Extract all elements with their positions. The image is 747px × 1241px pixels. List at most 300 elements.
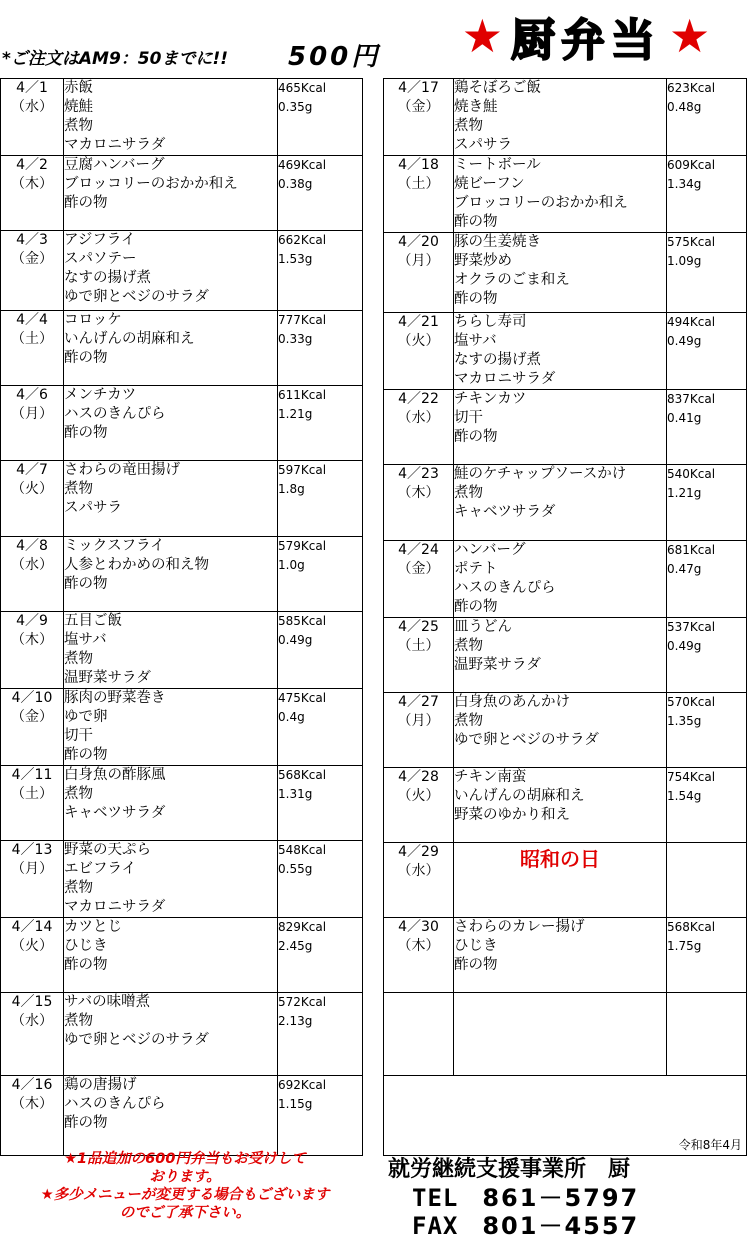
- date-cell: [1, 612, 64, 689]
- menu-item: 酢の物: [454, 429, 498, 445]
- menu-items-cell: [64, 461, 278, 537]
- menu-item: 豆腐ハンバーグ: [64, 157, 165, 173]
- menu-row: [1, 79, 363, 156]
- menu-item: 白身魚のあんかけ: [454, 694, 570, 710]
- menu-row: [384, 465, 747, 541]
- tel-number: 861－5797: [482, 1184, 640, 1212]
- menu-items-cell: [454, 768, 667, 843]
- weekday-text: （月）: [11, 861, 53, 877]
- menu-item: ハンバーグ: [454, 542, 526, 558]
- nutrition-cell: [667, 843, 747, 918]
- date-text: 4／18: [398, 157, 439, 173]
- salt-amount: 1.09g: [667, 254, 702, 268]
- blank-row: [384, 993, 747, 1076]
- menu-item: アジフライ: [64, 232, 136, 248]
- salt-amount: 0.49g: [667, 639, 702, 653]
- menu-row: [384, 693, 747, 768]
- menu-item: 煮物: [64, 481, 93, 497]
- salt-amount: 1.54g: [667, 789, 702, 803]
- menu-items-cell: [454, 465, 667, 541]
- nutrition-cell: [667, 693, 747, 768]
- menu-items-cell: [64, 612, 278, 689]
- menu-item: 五目ご飯: [64, 613, 122, 629]
- nutrition-cell: [278, 841, 363, 918]
- tel-label: TEL: [412, 1184, 459, 1212]
- date-text: 4／8: [16, 538, 48, 554]
- menu-row: [1, 231, 363, 311]
- menu-items-cell: [454, 156, 667, 233]
- salt-amount: 0.48g: [667, 100, 702, 114]
- weekday-text: （木）: [11, 1096, 53, 1112]
- date-text: 4／25: [398, 619, 439, 635]
- date-text: 4／30: [398, 919, 439, 935]
- menu-items-cell: [64, 79, 278, 156]
- date-cell: [384, 843, 454, 918]
- nutrition-cell: [667, 233, 747, 313]
- menu-items-cell: [454, 693, 667, 768]
- menu-item: コロッケ: [64, 312, 122, 328]
- date-text: 4／2: [16, 157, 48, 173]
- menu-row: [1, 311, 363, 386]
- menu-item: 鮭のケチャップソースかけ: [454, 466, 627, 482]
- calories: 662Kcal: [278, 233, 327, 247]
- menu-item: 酢の物: [64, 195, 108, 211]
- salt-amount: 0.55g: [278, 862, 313, 876]
- menu-row: [1, 386, 363, 461]
- menu-items-cell: [64, 1076, 278, 1156]
- menu-items-cell: [454, 79, 667, 156]
- date-text: 4／6: [16, 387, 48, 403]
- menu-item: ポテト: [454, 561, 498, 577]
- salt-amount: 1.0g: [278, 558, 305, 572]
- nutrition-cell: [278, 612, 363, 689]
- menu-item: 酢の物: [454, 291, 498, 307]
- menu-item: ちらし寿司: [454, 314, 527, 330]
- menu-item: いんげんの胡麻和え: [454, 788, 585, 804]
- calories: 777Kcal: [278, 313, 327, 327]
- salt-amount: 0.38g: [278, 177, 313, 191]
- menu-items-cell: [64, 689, 278, 766]
- menu-item: 野菜の天ぷら: [64, 842, 151, 858]
- nutrition-cell: [667, 541, 747, 618]
- calories: 837Kcal: [667, 392, 716, 406]
- date-cell: [1, 766, 64, 841]
- star-icon: ★: [461, 9, 503, 63]
- menu-item: ブロッコリーのおかか和え: [64, 176, 238, 192]
- date-cell: [1, 231, 64, 311]
- menu-row: [1, 993, 363, 1076]
- salt-amount: 0.41g: [667, 411, 702, 425]
- menu-item: 豚の生姜焼き: [454, 234, 541, 250]
- date-text: 4／3: [16, 232, 48, 248]
- menu-items-cell: [64, 386, 278, 461]
- menu-item: マカロニサラダ: [64, 137, 166, 153]
- office-name: 就労継続支援事業所 厨: [388, 1157, 631, 1182]
- date-cell: [384, 693, 454, 768]
- menu-item: 人参とわかめの和え物: [64, 557, 209, 573]
- menu-item: ハスのきんぴら: [454, 580, 556, 596]
- nutrition-cell: [667, 156, 747, 233]
- menu-item: ミートボール: [454, 157, 541, 173]
- date-cell: [384, 465, 454, 541]
- menu-row: [1, 841, 363, 918]
- nutrition-cell: [667, 768, 747, 843]
- nutrition-cell: [278, 537, 363, 612]
- date-text: 4／15: [11, 994, 53, 1010]
- menu-item: 煮物: [64, 786, 93, 802]
- weekday-text: （水）: [11, 99, 53, 115]
- date-cell: [384, 768, 454, 843]
- menu-item: オクラのごま和え: [454, 272, 570, 288]
- fax-label: FAX: [412, 1212, 459, 1240]
- date-cell: [384, 79, 454, 156]
- menu-item: 酢の物: [64, 576, 108, 592]
- menu-row: [384, 843, 747, 918]
- menu-item: ミックスフライ: [64, 538, 165, 554]
- date-text: 4／16: [11, 1077, 53, 1093]
- weekday-text: （金）: [397, 561, 440, 577]
- calories: 609Kcal: [667, 158, 716, 172]
- date-text: 4／27: [398, 694, 439, 710]
- menu-item: 酢の物: [64, 747, 108, 763]
- weekday-text: （土）: [397, 638, 440, 654]
- date-text: 4／28: [398, 769, 439, 785]
- menu-row: [1, 537, 363, 612]
- nutrition-cell: [278, 689, 363, 766]
- menu-item: さわらのカレー揚げ: [454, 919, 585, 935]
- calories: 681Kcal: [667, 543, 716, 557]
- date-cell: [1, 841, 64, 918]
- salt-amount: 0.4g: [278, 710, 305, 724]
- salt-amount: 1.15g: [278, 1097, 313, 1111]
- calories: 579Kcal: [278, 539, 327, 553]
- menu-item: 酢の物: [454, 214, 498, 230]
- date-cell: [1, 537, 64, 612]
- nutrition-cell: [278, 311, 363, 386]
- menu-item: 焼き鮭: [454, 99, 498, 115]
- menu-item: いんげんの胡麻和え: [64, 331, 195, 347]
- blank-cell: [667, 993, 747, 1076]
- note-line: ★多少メニューが変更する場合もございます: [40, 1187, 330, 1203]
- nutrition-cell: [278, 156, 363, 231]
- menu-item: 煮物: [64, 880, 93, 896]
- nutrition-cell: [667, 918, 747, 993]
- title-banner: [436, 6, 736, 66]
- nutrition-cell: [278, 231, 363, 311]
- menu-table-right: [383, 78, 747, 1156]
- salt-amount: 1.35g: [667, 714, 702, 728]
- menu-items-cell: [64, 918, 278, 993]
- menu-item: 切干: [454, 410, 483, 426]
- calories: 469Kcal: [278, 158, 327, 172]
- menu-row: [384, 233, 747, 313]
- menu-item: 煮物: [64, 651, 93, 667]
- menu-items-cell: [64, 231, 278, 311]
- menu-item: 酢の物: [64, 350, 108, 366]
- calories: 754Kcal: [667, 770, 716, 784]
- weekday-text: （水）: [397, 863, 440, 879]
- menu-row: [1, 918, 363, 993]
- note-line: のでご了承下さい。: [119, 1205, 251, 1221]
- menu-item: 塩サバ: [454, 333, 497, 349]
- menu-item: スパサラ: [64, 500, 122, 516]
- menu-row: [1, 461, 363, 537]
- weekday-text: （木）: [11, 176, 53, 192]
- menu-items-cell: [454, 618, 667, 693]
- menu-item: ブロッコリーのおかか和え: [454, 195, 628, 211]
- menu-item: 焼ビーフン: [454, 176, 525, 192]
- menu-item: 酢の物: [64, 425, 108, 441]
- weekday-text: （水）: [11, 1013, 53, 1029]
- date-cell: [384, 390, 454, 465]
- menu-item: 皿うどん: [454, 619, 512, 635]
- menu-row: [384, 768, 747, 843]
- menu-items-cell: [454, 918, 667, 993]
- menu-item: 煮物: [64, 118, 93, 134]
- menu-item: さわらの竜田揚げ: [64, 462, 180, 478]
- calories: 575Kcal: [667, 235, 716, 249]
- menu-item: スパサラ: [454, 137, 512, 153]
- star-icon: ★: [669, 9, 711, 63]
- calories: 623Kcal: [667, 81, 716, 95]
- date-text: 4／7: [16, 462, 48, 478]
- nutrition-cell: [667, 313, 747, 390]
- weekday-text: （土）: [11, 786, 53, 802]
- salt-amount: 0.35g: [278, 100, 313, 114]
- date-cell: [1, 156, 64, 231]
- nutrition-cell: [278, 79, 363, 156]
- menu-items-cell: [454, 541, 667, 618]
- date-text: 4／13: [11, 842, 53, 858]
- menu-item: ひじき: [454, 938, 498, 954]
- date-cell: [1, 79, 64, 156]
- weekday-text: （月）: [11, 406, 53, 422]
- weekday-text: （月）: [397, 253, 440, 269]
- menu-item: 豚肉の野菜巻き: [64, 690, 166, 706]
- date-cell: [1, 461, 64, 537]
- menu-item: 酢の物: [64, 957, 108, 973]
- menu-item: マカロニサラダ: [64, 899, 166, 915]
- calories: 540Kcal: [667, 467, 716, 481]
- date-text: 4／24: [398, 542, 439, 558]
- nutrition-cell: [278, 766, 363, 841]
- menu-item: 煮物: [454, 713, 483, 729]
- nutrition-cell: [278, 1076, 363, 1156]
- page-title: 厨弁当: [511, 15, 661, 66]
- menu-item: 煮物: [454, 485, 483, 501]
- calories: 572Kcal: [278, 995, 327, 1009]
- menu-item: 酢の物: [454, 957, 498, 973]
- menu-items-cell: [454, 233, 667, 313]
- date-text: 4／9: [16, 613, 48, 629]
- blank-cell: [454, 993, 667, 1076]
- menu-item: メンチカツ: [64, 387, 137, 403]
- nutrition-cell: [667, 465, 747, 541]
- date-cell: [1, 993, 64, 1076]
- weekday-text: （火）: [397, 333, 440, 349]
- salt-amount: 0.47g: [667, 562, 702, 576]
- date-text: 4／21: [398, 314, 439, 330]
- menu-row: [1, 1076, 363, 1156]
- menu-item: 温野菜サラダ: [454, 657, 541, 673]
- menu-row: [1, 156, 363, 231]
- salt-amount: 1.31g: [278, 787, 313, 801]
- weekday-text: （金）: [11, 251, 53, 267]
- date-cell: [1, 1076, 64, 1156]
- menu-row: [384, 313, 747, 390]
- salt-amount: 1.21g: [667, 486, 702, 500]
- date-text: 4／11: [11, 767, 53, 783]
- nutrition-cell: [667, 390, 747, 465]
- menu-row: [384, 918, 747, 993]
- salt-amount: 1.21g: [278, 407, 313, 421]
- date-text: 4／4: [16, 312, 48, 328]
- menu-item: キャベツサラダ: [64, 805, 166, 821]
- salt-amount: 2.13g: [278, 1014, 313, 1028]
- price-label: 500円: [288, 42, 381, 72]
- calories: 570Kcal: [667, 695, 716, 709]
- fax-number: 801－4557: [482, 1212, 640, 1240]
- date-cell: [384, 918, 454, 993]
- menu-items-cell: [64, 841, 278, 918]
- weekday-text: （火）: [397, 788, 440, 804]
- menu-item: ゆで卵とベジのサラダ: [64, 1032, 209, 1048]
- menu-item: なすの揚げ煮: [64, 270, 151, 286]
- blank-row: [384, 1076, 747, 1156]
- salt-amount: 1.34g: [667, 177, 702, 191]
- menu-item: 煮物: [454, 638, 483, 654]
- menu-items-cell: [64, 156, 278, 231]
- date-cell: [384, 156, 454, 233]
- blank-cell: [384, 1076, 747, 1156]
- menu-item: スパソテー: [64, 251, 137, 267]
- blank-cell: [384, 993, 454, 1076]
- menu-item: 温野菜サラダ: [64, 670, 151, 686]
- date-text: 4／20: [398, 234, 439, 250]
- menu-item: チキン南蛮: [454, 769, 527, 785]
- date-cell: [384, 618, 454, 693]
- date-cell: [384, 313, 454, 390]
- calories: 475Kcal: [278, 691, 327, 705]
- menu-item: チキンカツ: [454, 391, 527, 407]
- salt-amount: 0.33g: [278, 332, 313, 346]
- menu-row: [384, 79, 747, 156]
- weekday-text: （金）: [11, 709, 53, 725]
- menu-item: 赤飯: [64, 80, 93, 96]
- menu-item: 鶏の唐揚げ: [64, 1077, 137, 1093]
- calories: 568Kcal: [667, 920, 716, 934]
- issue-month: 令和8年4月: [678, 1138, 742, 1152]
- menu-items-cell: [64, 537, 278, 612]
- weekday-text: （木）: [397, 938, 440, 954]
- menu-item: 焼鮭: [64, 99, 93, 115]
- nutrition-cell: [278, 918, 363, 993]
- salt-amount: 1.8g: [278, 482, 305, 496]
- menu-item: ハスのきんぴら: [64, 1096, 166, 1112]
- calories: 585Kcal: [278, 614, 327, 628]
- menu-items-cell: [454, 313, 667, 390]
- menu-item: ハスのきんぴら: [64, 406, 166, 422]
- date-text: 4／14: [11, 919, 53, 935]
- menu-item: 切干: [64, 728, 93, 744]
- menu-item: サバの味噌煮: [64, 994, 151, 1010]
- menu-item: 野菜のゆかり和え: [454, 807, 570, 823]
- menu-row: [1, 612, 363, 689]
- nutrition-cell: [278, 461, 363, 537]
- menu-items-cell: [454, 390, 667, 465]
- date-cell: [1, 386, 64, 461]
- salt-amount: 1.53g: [278, 252, 313, 266]
- menu-items-cell: [64, 766, 278, 841]
- date-text: 4／10: [11, 690, 53, 706]
- menu-item: 酢の物: [454, 599, 498, 615]
- menu-row: [384, 156, 747, 233]
- calories: 465Kcal: [278, 81, 327, 95]
- date-cell: [1, 689, 64, 766]
- salt-amount: 0.49g: [278, 633, 313, 647]
- date-cell: [384, 541, 454, 618]
- menu-table-left: [0, 78, 363, 1156]
- date-text: 4／23: [398, 466, 439, 482]
- salt-amount: 1.75g: [667, 939, 702, 953]
- salt-amount: 0.49g: [667, 334, 702, 348]
- weekday-text: （木）: [11, 632, 53, 648]
- date-cell: [1, 918, 64, 993]
- date-text: 4／22: [398, 391, 439, 407]
- menu-item: ゆで卵: [64, 709, 108, 725]
- menu-item: エビフライ: [64, 861, 137, 877]
- menu-row: [1, 766, 363, 841]
- menu-item: 酢の物: [64, 1115, 108, 1131]
- weekday-text: （火）: [11, 938, 53, 954]
- menu-item: 鶏そぼろご飯: [454, 80, 541, 96]
- holiday-label: 昭和の日: [454, 843, 667, 918]
- nutrition-cell: [667, 79, 747, 156]
- menu-item: ゆで卵とベジのサラダ: [454, 732, 599, 748]
- menu-row: [384, 618, 747, 693]
- menu-item: 塩サバ: [64, 632, 107, 648]
- menu-item: カツとじ: [64, 919, 122, 935]
- date-text: 4／17: [398, 80, 439, 96]
- calories: 692Kcal: [278, 1078, 327, 1092]
- weekday-text: （土）: [11, 331, 53, 347]
- calories: 611Kcal: [278, 388, 327, 402]
- weekday-text: （木）: [397, 485, 440, 501]
- menu-item: 白身魚の酢豚風: [64, 767, 166, 783]
- menu-row: [384, 390, 747, 465]
- menu-item: なすの揚げ煮: [454, 352, 541, 368]
- weekday-text: （土）: [397, 176, 440, 192]
- menu-items-cell: [64, 311, 278, 386]
- calories: 568Kcal: [278, 768, 327, 782]
- calories: 548Kcal: [278, 843, 327, 857]
- menu-item: 野菜炒め: [454, 253, 512, 269]
- nutrition-cell: [667, 618, 747, 693]
- menu-item: ゆで卵とベジのサラダ: [64, 289, 209, 305]
- date-text: 4／1: [16, 80, 48, 96]
- menu-item: キャベツサラダ: [454, 504, 556, 520]
- calories: 494Kcal: [667, 315, 716, 329]
- menu-items-cell: [64, 993, 278, 1076]
- calories: 829Kcal: [278, 920, 327, 934]
- menu-item: 煮物: [64, 1013, 93, 1029]
- note-line: ★1品追加の600円弁当もお受けして: [64, 1151, 306, 1167]
- menu-item: ひじき: [64, 938, 108, 954]
- nutrition-cell: [278, 386, 363, 461]
- order-deadline-note: *ご注文はAM9：50までに!!: [2, 49, 228, 69]
- calories: 537Kcal: [667, 620, 716, 634]
- weekday-text: （水）: [397, 410, 440, 426]
